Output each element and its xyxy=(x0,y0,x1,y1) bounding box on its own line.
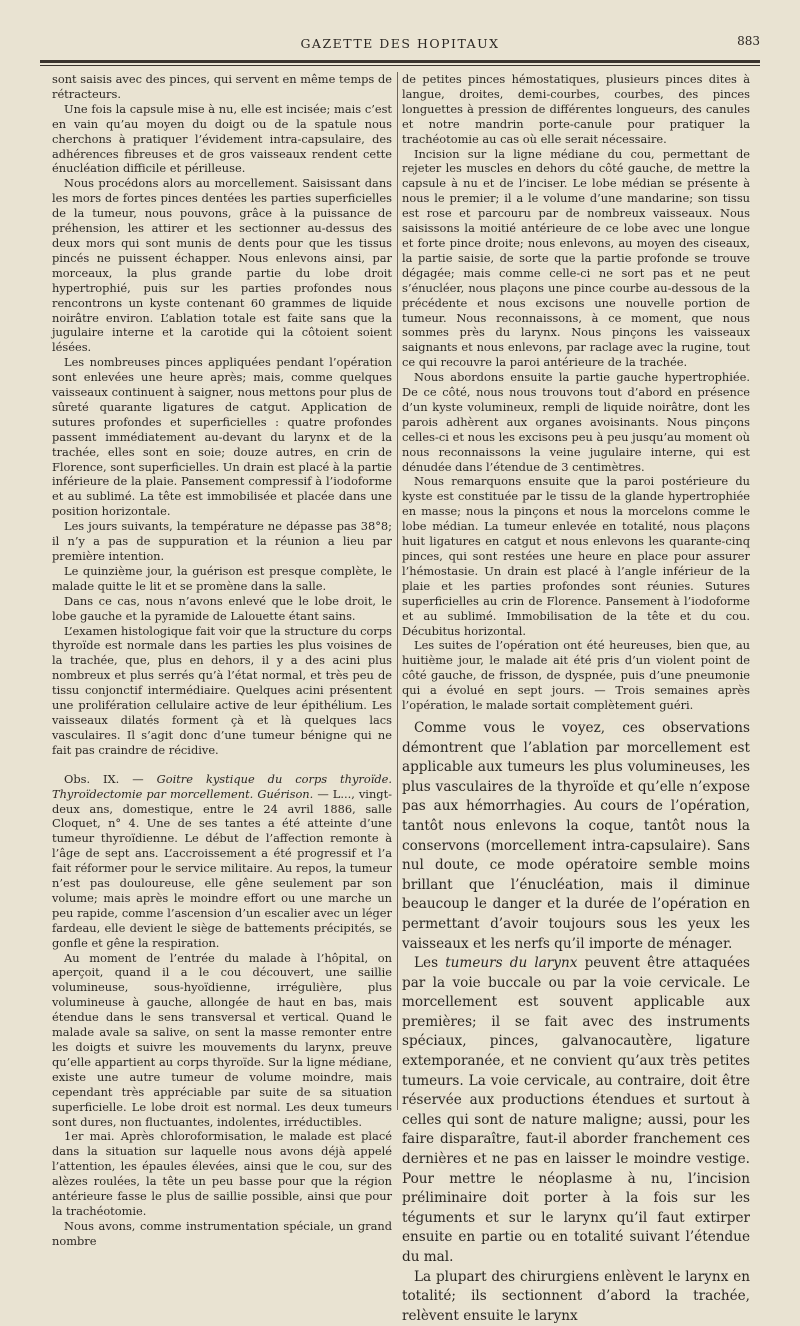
larynx-paragraph xyxy=(402,954,750,1268)
header-rule-thin xyxy=(40,65,760,66)
paragraph: Le quinzième jour, la guérison est presque complète, le malade quitte le lit et se promène dans la salle. xyxy=(52,563,392,593)
paragraph: de petites pinces hémostatiques, plusieurs pinces dites à langue, droites, demi-courbes, courbes, des pinces longuettes à pression de différentes longueurs, des canules et notre mandrin porte-canule pour pratiquer la trachéotomie au cas où elle serait nécessaire. xyxy=(402,72,750,146)
header-rule-thick xyxy=(40,60,760,63)
paragraph: Les nombreuses pinces appliquées pendant l’opération sont enlevées une heure après; mais, comme quelques vaisseaux continuent à saigner, nous mettons pour plus de sûreté quarante ligatures de catgut. Application de sutures profondes et superficielles : quatre profondes passent immédiatement au-devant du larynx et de la trachée, elles sont en soie; douze autres, en crin de Florence, sont superficielles. Un drain est placé à la partie inférieure de la plaie. Pansement compressif à l’iodoforme et au sublimé. La tête est immobilisée et placée dans une position horizontale. xyxy=(52,355,392,519)
paragraph: Les jours suivants, la température ne dépasse pas 38°8; il n’y a pas de suppuration et la réunion a lieu par première intention. xyxy=(52,519,392,563)
paragraph: Nous avons, comme instrumentation spéciale, un grand nombre xyxy=(52,1218,392,1248)
paragraph: sont saisis avec des pinces, qui servent en même temps de rétracteurs. xyxy=(52,72,392,101)
paragraph: Nous procédons alors au morcellement. Saisissant dans les mors de fortes pinces dentées les parties superficielles de la tumeur, nous pouvons, grâce à la puissance de préhension, les attirer et les sectionner au-dessus des deux mors qui sont munis de dents pour que les tissus pincés ne puissent échapper. Nous enlevons ainsi, par morceaux, la plus grande partie du lobe droit hypertrophié, puis sur les parties profondes nous rencontrons un kyste contenant 60 grammes de liquide noirâtre environ. L’ablation totale est faite sans que la jugulaire interne et la carotide qui la côtoient soient lésées. xyxy=(52,176,392,355)
paragraph: Nous remarquons ensuite que la paroi postérieure du kyste est constituée par le tissu de la glande hypertrophiée en masse; nous la pinçons et nous la morcelons comme le lobe médian. La tumeur enlevée en totalité, nous plaçons huit ligatures en catgut et nous enlevons les quarante-cinq pinces, qui sont restées une heure en place pour assurer l’hémostasie. Un drain est placé à l’angle inférieur de la plaie et les parties profondes sont réunies. Sutures superficielles au crin de Florence. Pansement à l’iodoforme et au sublimé. Immobilisation de la tête et du cou. Décubitus horizontal. xyxy=(402,474,750,638)
larynx-lead: Les xyxy=(414,955,439,972)
paragraph: La plupart des chirurgiens enlèvent le larynx en totalité; ils sectionnent d’abord la trachée, relèvent ensuite le larynx xyxy=(402,1268,750,1324)
paragraph: Au moment de l’entrée du malade à l’hôpital, on aperçoit, quand il a le cou découvert, une saillie volumineuse, sous-hyoïdienne, irrégulière, plus volumineuse à gauche, allongée de haut en bas, mais étendue dans le sens transversal et vertical. Quand le malade avale sa salive, on sent la masse remonter entre les doigts et suivre les mouvements du larynx, preuve qu’elle appartient au corps thyroïde. Sur la ligne médiane, existe une autre tumeur de volume moindre, mais cependant très appréciable par suite de sa situation superficielle. Le lobe droit est normal. Les deux tumeurs sont dures, non fluctuantes, indolentes, irréductibles. xyxy=(52,950,392,1129)
paragraph: L’examen histologique fait voir que la structure du corps thyroïde est normale dans les parties les plus voisines de la trachée, que, plus en dehors, il y a des acini plus nombreux et plus serrés qu’à l’état normal, et très peu de tissu conjonctif intermédiaire. Quelques acini présentent une prolifération cellulaire active de leur épithélium. Les vaisseaux dilatés forment çà et là quelques lacs vasculaires. Il s’agit donc d’une tumeur bénigne qui ne fait pas craindre de récidive. xyxy=(52,623,392,757)
paragraph: 1er mai. Après chloroformisation, le malade est placé dans la situation sur laquelle nous avons déjà appelé l’attention, les épaules élevées, ainsi que le cou, sur des alèzes roulées, la tête un peu basse pour que la région antérieure fasse le plus de saillie possible, ainsi que pour la trachéotomie. xyxy=(52,1129,392,1218)
right-column xyxy=(402,72,750,1326)
paragraph: Dans ce cas, nous n’avons enlevé que le lobe droit, le lobe gauche et la pyramide de Lalouette étant sains. xyxy=(52,593,392,623)
larynx-italic: tumeurs du larynx xyxy=(445,955,578,972)
paragraph: Nous abordons ensuite la partie gauche hypertrophiée. De ce côté, nous nous trouvons tout d’abord en présence d’un kyste volumineux, rempli de liquide noirâtre, dont les parois adhèrent aux organes avoisinants. Nous pinçons celles-ci et nous les excisons peu à peu jusqu’au moment où nous reconnaissons la veine jugulaire interne, qui est dénudée dans l’étendue de 3 centimètres. xyxy=(402,370,750,474)
paragraph: Une fois la capsule mise à nu, elle est incisée; mais c’est en vain qu’au moyen du doigt ou de la spatule nous cherchons à pratiquer l’évidement intra-capsulaire, des adhérences fibreuses et de gros vaisseaux rendent cette énucléation difficile et périlleuse. xyxy=(52,101,392,176)
column-divider xyxy=(397,72,398,1110)
left-column xyxy=(52,72,392,1249)
section-gap xyxy=(52,758,392,772)
observation-title: Goitre kystique du corps thyroïde. Thyroïdectomie par morcellement. Guérison. xyxy=(52,771,393,801)
page-number: 883 xyxy=(737,34,760,48)
page-header xyxy=(40,34,760,56)
lecture-text xyxy=(402,719,750,1326)
paragraph: Comme vous le voyez, ces observations démontrent que l’ablation par morcellement est applicable aux tumeurs les plus volumineuses, les plus vasculaires de la thyroïde et qu’elle n’expose pas aux hémorrhagies. Au cours de l’opération, tantôt nous enlevons la coque, tantôt nous la conservons (morcellement intra-capsulaire). Sans nul doute, ce mode opératoire semble moins brillant que l’énucléation, mais il diminue beaucoup le danger et la durée de l’opération en permettant d’avoir toujours sous les yeux les vaisseaux et les nerfs qu’il importe de ménager. xyxy=(402,719,750,952)
paragraph: Les suites de l’opération ont été heureuses, bien que, au huitième jour, le malade ait été pris d’un violent point de côté gauche, de frisson, de dyspnée, puis d’une pneumonie qui a évolué en sept jours. — Trois semaines après l’opération, le malade sortait complètement guéri. xyxy=(402,638,750,713)
larynx-text: peuvent être attaquées par la voie buccale ou par la voie cervicale. Le morcellement est souvent applicable aux premières; il se fait avec des instruments spéciaux, pinces, galvanocautère, ligature extemporanée, et ne convient qu’aux très petites tumeurs. La voie cervicale, au contraire, doit être réservée aux productions étendues et surtout à celles qui sont de nature maligne; aussi, pour les faire disparaître, faut-il aborder franchement ces dernières et ne pas en laisser le moindre vestige. Pour mettre le néoplasme à nu, l’incision préliminaire doit porter à la fois sur les téguments et sur le larynx qu’il faut extirper ensuite en partie ou en totalité suivant l’étendue du mal. xyxy=(402,955,751,1265)
observation-paragraph xyxy=(52,772,392,951)
observation-label: Obs. IX. — xyxy=(64,771,144,786)
observation-text: — L..., vingt-deux ans, domestique, entre le 24 avril 1886, salle Cloquet, n° 4. Une de ses tantes a été atteinte d’une tumeur thyroïdienne. Le début de l’affection remonte à l’âge de sept ans. L’accroissement a été progressif et l’a fait réformer pour le service militaire. Au repos, la tumeur n’est pas douloureuse, elle gêne seulement par son volume; mais après le moindre effort ou une marche un peu rapide, comme l’ascension d’un escalier avec un léger fardeau, elle devient le siège de battements précipités, se gonfle et gêne la respiration. xyxy=(52,786,393,950)
paragraph: Incision sur la ligne médiane du cou, permettant de rejeter les muscles en dehors du côté gauche, de mettre la capsule à nu et de l’inciser. Le lobe médian se présente à nous le premier; il a le volume d’une mandarine; son tissu est rose et parcouru par de nombreux vaisseaux. Nous saisissons la moitié antérieure de ce lobe avec une longue et forte pince droite; nous enlevons, au moyen des ciseaux, la partie saisie, de sorte que la partie profonde se trouve dégagée; mais comme celle-ci ne sort pas et ne peut s’énucléer, nous plaçons une pince courbe au-dessous de la précédente et nous excisons une nouvelle portion de tumeur. Nous reconnaissons, à ce moment, que nous sommes près du larynx. Nous pinçons les vaisseaux saignants et nous enlevons, par raclage avec la rugine, tout ce qui recouvre la paroi antérieure de la trachée. xyxy=(402,146,750,370)
running-title: GAZETTE DES HOPITAUX xyxy=(300,36,500,51)
